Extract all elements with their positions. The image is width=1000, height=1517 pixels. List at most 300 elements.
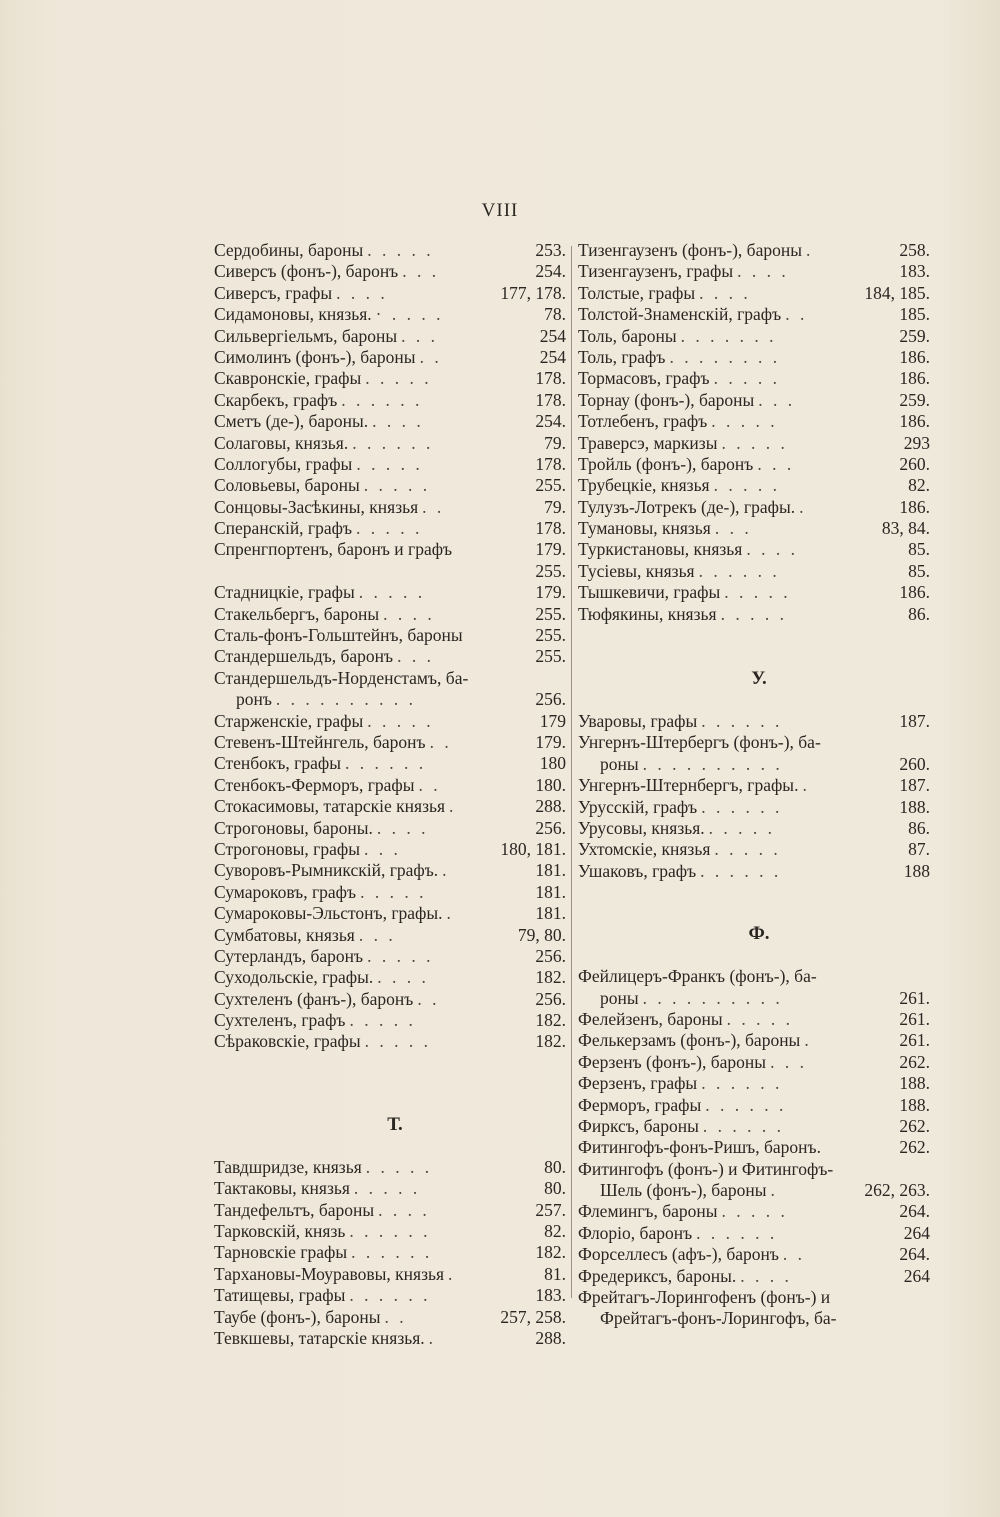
entry-pages: 262, 263. bbox=[864, 1180, 930, 1201]
entry-name: Сперанскій, графъ bbox=[214, 518, 353, 539]
entry-leader-dots: . . . . . bbox=[726, 1008, 793, 1029]
index-entry bbox=[214, 390, 566, 411]
entry-pages: 288. bbox=[535, 1327, 566, 1348]
entry-name: Старженскіе, графы bbox=[214, 710, 364, 731]
entry-name: Сумбатовы, князья bbox=[214, 924, 355, 945]
entry-leader-dots: . . bbox=[782, 1244, 806, 1265]
entry-name: Суворовъ-Рымникскій, графъ. bbox=[214, 860, 439, 881]
index-entry bbox=[578, 561, 930, 582]
entry-leader-dots: . . . bbox=[714, 518, 752, 539]
index-entry bbox=[214, 347, 566, 368]
index-entry bbox=[578, 839, 930, 860]
entry-pages: 293 bbox=[903, 432, 930, 453]
entry-leader-dots: . . . bbox=[363, 838, 401, 859]
entry-leader-dots: . . . bbox=[770, 1051, 807, 1072]
entry-pages: 86. bbox=[908, 817, 930, 838]
entry-pages: 178. bbox=[535, 518, 566, 539]
index-entry bbox=[578, 368, 930, 389]
entry-pages: 188 bbox=[903, 860, 930, 881]
entry-leader-dots: . . . . bbox=[376, 817, 429, 838]
entry-pages: 264 bbox=[903, 1222, 930, 1243]
entry-leader-dots: · . . . . bbox=[375, 304, 444, 325]
entry-pages: 178. bbox=[535, 453, 566, 474]
index-entry bbox=[214, 261, 566, 282]
entry-leader-dots: . . . . . . bbox=[351, 1242, 433, 1263]
entry-leader-dots: . . . . . bbox=[356, 518, 423, 539]
entry-pages: 179. bbox=[535, 539, 566, 560]
index-entry bbox=[578, 240, 930, 261]
index-entry bbox=[214, 454, 566, 475]
entry-leader-dots: . bbox=[804, 1030, 812, 1051]
entry-pages: 288. bbox=[535, 796, 566, 817]
entry-pages: 254. bbox=[535, 411, 566, 432]
entry-pages: 256. bbox=[535, 945, 566, 966]
index-entry bbox=[214, 561, 566, 582]
entry-pages: 82. bbox=[544, 1221, 566, 1242]
entry-name: Фитингофъ (фонъ-) и Фитингофъ- bbox=[578, 1158, 834, 1179]
entry-leader-dots: . . . bbox=[757, 453, 795, 474]
entry-name: Сиверсъ, графы bbox=[214, 282, 333, 303]
section-t-entries-left bbox=[214, 1157, 566, 1350]
entry-pages: 253. bbox=[535, 240, 566, 260]
entry-pages: 264 bbox=[903, 1265, 930, 1286]
entry-pages: 261. bbox=[899, 987, 930, 1008]
index-entry bbox=[214, 775, 566, 796]
entry-leader-dots: . . . . . . . . bbox=[669, 346, 781, 367]
entry-name: Трубецкіе, князья bbox=[578, 475, 710, 496]
index-entry bbox=[214, 283, 566, 304]
entry-pages: 85. bbox=[908, 539, 930, 560]
index-entry bbox=[578, 518, 930, 539]
index-entry bbox=[214, 1157, 566, 1178]
index-entry bbox=[214, 946, 566, 967]
entry-pages: 78. bbox=[544, 304, 566, 325]
section-u-entries bbox=[578, 711, 930, 882]
entry-name: Сердобины, бароны bbox=[214, 240, 364, 260]
entry-leader-dots: . . . . . . bbox=[696, 1222, 778, 1243]
index-entry bbox=[214, 433, 566, 454]
entry-leader-dots: . . . bbox=[402, 261, 440, 282]
index-entry bbox=[578, 1201, 930, 1222]
entry-name: Стенбокъ-Ферморъ, графы bbox=[214, 774, 415, 795]
index-entry bbox=[214, 1264, 566, 1285]
index-entry bbox=[214, 1307, 566, 1328]
entry-name: Фрейтагъ-фонъ-Лорингофъ, ба- bbox=[600, 1308, 837, 1329]
entry-pages: 262. bbox=[899, 1051, 930, 1072]
index-entry bbox=[578, 1052, 930, 1073]
entry-name: Стандершельдъ-Норденстамъ, ба- bbox=[214, 667, 469, 688]
entry-leader-dots: . . . bbox=[397, 646, 434, 667]
entry-pages: 186. bbox=[899, 496, 930, 517]
entry-pages: 262. bbox=[899, 1137, 930, 1158]
index-entry bbox=[214, 497, 566, 518]
index-entry bbox=[214, 539, 566, 560]
entry-pages: 182. bbox=[535, 1010, 566, 1031]
entry-name: Татищевы, графы bbox=[214, 1285, 346, 1306]
index-entry bbox=[214, 1221, 566, 1242]
entry-leader-dots: . . bbox=[422, 496, 445, 517]
entry-name: Толстые, графы bbox=[578, 282, 696, 303]
entry-pages: 188. bbox=[899, 1073, 930, 1094]
index-entry bbox=[578, 775, 930, 796]
entry-name: Уваровы, графы bbox=[578, 711, 698, 732]
index-entry bbox=[214, 860, 566, 881]
entry-pages: 261. bbox=[899, 1030, 930, 1051]
entry-leader-dots: . . bbox=[419, 346, 442, 367]
index-entry bbox=[214, 1010, 566, 1031]
index-entry bbox=[214, 1285, 566, 1306]
index-entry bbox=[214, 304, 566, 325]
entry-leader-dots: . bbox=[428, 1327, 437, 1348]
entry-leader-dots: . . . . . bbox=[721, 1201, 788, 1222]
entry-name: Стандершельдъ, баронъ bbox=[214, 646, 394, 667]
entry-leader-dots: . . . . . . bbox=[701, 711, 783, 732]
entry-name: Флемингъ, бароны bbox=[578, 1201, 718, 1222]
index-entry bbox=[578, 326, 930, 347]
entry-leader-dots: . bbox=[805, 240, 814, 260]
entry-pages: 178. bbox=[535, 368, 566, 389]
entry-name: Суходольскіе, графы. bbox=[214, 967, 374, 988]
index-entry bbox=[214, 326, 566, 347]
entry-name: Сутерландъ, баронъ bbox=[214, 945, 364, 966]
entry-name: Стадницкіе, графы bbox=[214, 582, 355, 603]
index-entry bbox=[578, 1009, 930, 1030]
index-entry bbox=[578, 411, 930, 432]
entry-pages: 181. bbox=[535, 860, 566, 881]
entry-leader-dots: . . bbox=[785, 304, 808, 325]
section-t-entries-right bbox=[578, 240, 930, 625]
entry-pages: 83, 84. bbox=[881, 518, 930, 539]
index-entry bbox=[578, 390, 930, 411]
index-entry bbox=[214, 411, 566, 432]
entry-name: Скарбекъ, графъ bbox=[214, 389, 338, 410]
entry-leader-dots: . . . . . bbox=[365, 1156, 433, 1177]
entry-name: Унгернъ-Штербергъ (фонъ-), ба- bbox=[578, 732, 821, 753]
entry-pages: 81. bbox=[544, 1263, 566, 1284]
entry-leader-dots: . . . . . . bbox=[349, 1285, 431, 1306]
index-entry bbox=[578, 1308, 930, 1329]
entry-name: Фелейзенъ, бароны bbox=[578, 1008, 723, 1029]
entry-leader-dots: . . . bbox=[401, 325, 438, 346]
entry-pages: 186. bbox=[899, 582, 930, 603]
entry-name: Тактаковы, князья bbox=[214, 1178, 350, 1199]
entry-leader-dots: . . . . . bbox=[363, 475, 431, 496]
section-heading-f: Ф. bbox=[748, 923, 770, 945]
entry-leader-dots: . . . . . . . . . . bbox=[275, 689, 417, 710]
right-column bbox=[578, 240, 930, 1330]
entry-leader-dots: . . . . . bbox=[713, 368, 780, 389]
entry-name: Соловьевы, бароны bbox=[214, 475, 360, 496]
entry-leader-dots: . . . . . . bbox=[349, 1221, 431, 1242]
entry-leader-dots: . bbox=[770, 1180, 778, 1201]
entry-name: Сидамоновы, князья. bbox=[214, 304, 372, 325]
entry-name: Флоріо, баронъ bbox=[578, 1222, 693, 1243]
entry-name: Тройль (фонъ-), баронъ bbox=[578, 453, 754, 474]
entry-name: Стенбокъ, графы bbox=[214, 753, 341, 774]
index-entry bbox=[214, 732, 566, 753]
entry-pages: 188. bbox=[899, 796, 930, 817]
entry-name: Фитингофъ-фонъ-Ришъ, баронъ. bbox=[578, 1137, 821, 1158]
entry-pages: 177, 178. bbox=[500, 282, 566, 303]
index-entry bbox=[578, 732, 930, 753]
section-heading-u: У. bbox=[751, 668, 767, 690]
entry-leader-dots: . bbox=[802, 775, 810, 796]
section-heading-t: Т. bbox=[387, 1113, 403, 1135]
index-entry bbox=[578, 966, 930, 987]
entry-pages: 187. bbox=[899, 775, 930, 796]
entry-name: Толстой-Знаменскій, графъ bbox=[578, 304, 782, 325]
index-entry bbox=[214, 818, 566, 839]
entry-leader-dots: . . . . . bbox=[365, 368, 432, 389]
entry-name: Урусовы, князья. bbox=[578, 817, 705, 838]
entry-leader-dots: . . . . bbox=[737, 261, 789, 282]
entry-pages: 181. bbox=[535, 903, 566, 924]
entry-pages: 255. bbox=[535, 560, 566, 581]
index-entry bbox=[578, 1159, 930, 1180]
entry-leader-dots: . . . . bbox=[383, 603, 435, 624]
index-entry bbox=[578, 1287, 930, 1308]
entry-name: Урусскій, графъ bbox=[578, 796, 698, 817]
entry-name: Таубе (фонъ-), бароны bbox=[214, 1306, 381, 1327]
index-entry bbox=[578, 1095, 930, 1116]
entry-name: Сѣраковскіе, графы bbox=[214, 1031, 361, 1052]
entry-leader-dots: . . . . . bbox=[367, 945, 434, 966]
entry-leader-dots: . . . . . . . . . . bbox=[642, 753, 783, 774]
index-entry bbox=[214, 753, 566, 774]
index-entry bbox=[578, 1030, 930, 1051]
entry-pages: 255. bbox=[535, 625, 566, 646]
entry-name: ронъ bbox=[236, 689, 272, 710]
entry-pages: 256. bbox=[535, 988, 566, 1009]
index-entry bbox=[578, 433, 930, 454]
entry-leader-dots: . . . . . . bbox=[701, 1073, 783, 1094]
index-entry bbox=[578, 797, 930, 818]
entry-leader-dots: . . . . bbox=[740, 1265, 792, 1286]
entry-pages: 186. bbox=[899, 368, 930, 389]
entry-name: Стакельбергъ, бароны bbox=[214, 603, 380, 624]
entry-name: Тизенгаузенъ, графы bbox=[578, 261, 734, 282]
entry-leader-dots: . . . . . . bbox=[702, 1115, 784, 1136]
entry-pages: 179. bbox=[535, 731, 566, 752]
entry-name: Тюфякины, князья bbox=[578, 603, 717, 624]
entry-leader-dots: . . bbox=[429, 731, 452, 752]
entry-pages: 186. bbox=[899, 346, 930, 367]
entry-leader-dots: . . . . bbox=[377, 967, 429, 988]
entry-pages: 254 bbox=[539, 346, 566, 367]
entry-name: Тусіевы, князья bbox=[578, 560, 695, 581]
entry-pages: 257. bbox=[535, 1199, 566, 1220]
index-entry bbox=[214, 882, 566, 903]
entry-leader-dots: . . . . bbox=[378, 1199, 430, 1220]
entry-pages: 182. bbox=[535, 1031, 566, 1052]
index-entry bbox=[578, 1137, 930, 1158]
entry-name: Симолинъ (фонъ-), бароны bbox=[214, 346, 416, 367]
section-f-entries bbox=[578, 966, 930, 1330]
entry-pages: 180. bbox=[535, 774, 566, 795]
entry-pages: 186. bbox=[899, 411, 930, 432]
entry-leader-dots: . . . . . bbox=[367, 240, 434, 260]
entry-pages: 254. bbox=[535, 261, 566, 282]
entry-name: Тандефельтъ, бароны bbox=[214, 1199, 375, 1220]
index-entry bbox=[214, 1200, 566, 1221]
entry-name: Толь, графъ bbox=[578, 346, 666, 367]
entry-name: Строгоновы, бароны. bbox=[214, 817, 373, 838]
index-entry bbox=[578, 861, 930, 882]
index-entry bbox=[578, 818, 930, 839]
entry-pages: 179. bbox=[535, 582, 566, 603]
entry-pages: 183. bbox=[899, 261, 930, 282]
index-entry bbox=[578, 497, 930, 518]
entry-name: Сильвергіельмъ, бароны bbox=[214, 325, 398, 346]
entry-pages: 79, 80. bbox=[517, 924, 566, 945]
entry-pages: 87. bbox=[908, 839, 930, 860]
entry-leader-dots: . bbox=[448, 1263, 456, 1284]
entry-leader-dots: . . . . . bbox=[356, 453, 423, 474]
entry-leader-dots: . . . . . bbox=[349, 1010, 416, 1031]
entry-leader-dots: . . . . . bbox=[708, 817, 776, 838]
index-entry bbox=[214, 1328, 566, 1349]
entry-pages: 264. bbox=[899, 1244, 930, 1265]
entry-name: Фелькерзамъ (фонъ-), бароны bbox=[578, 1030, 801, 1051]
entry-leader-dots: . . . . . bbox=[364, 1031, 432, 1052]
entry-name: Стевенъ-Штейнгель, баронъ bbox=[214, 731, 426, 752]
entry-pages: 182. bbox=[535, 1242, 566, 1263]
entry-pages: 183. bbox=[535, 1285, 566, 1306]
index-entry bbox=[214, 1031, 566, 1052]
entry-name: Тевкшевы, татарскіе князья. bbox=[214, 1327, 425, 1348]
entry-leader-dots: . . . . . bbox=[714, 839, 781, 860]
entry-leader-dots: . bbox=[799, 496, 807, 517]
entry-pages: 178. bbox=[535, 389, 566, 410]
entry-leader-dots: . . . . bbox=[746, 539, 798, 560]
entry-name: Фредериксъ, бароны. bbox=[578, 1265, 737, 1286]
entry-leader-dots: . . . . . bbox=[720, 603, 787, 624]
entry-pages: 82. bbox=[908, 475, 930, 496]
entry-pages: 259. bbox=[899, 389, 930, 410]
index-entry bbox=[214, 668, 566, 689]
entry-pages: 188. bbox=[899, 1094, 930, 1115]
entry-pages: 181. bbox=[535, 881, 566, 902]
entry-name: роны bbox=[600, 987, 639, 1008]
entry-name: Фрейтагъ-Лорингофенъ (фонъ-) и bbox=[578, 1287, 831, 1308]
entry-pages: 185. bbox=[899, 304, 930, 325]
column-divider bbox=[571, 246, 572, 1298]
entry-name: Стокасимовы, татарскіе князья bbox=[214, 796, 446, 817]
entry-leader-dots: . . . . . bbox=[360, 881, 427, 902]
index-entry bbox=[578, 475, 930, 496]
entry-pages: 264. bbox=[899, 1201, 930, 1222]
entry-name: Тарновскіе графы bbox=[214, 1242, 348, 1263]
index-entry bbox=[578, 283, 930, 304]
index-entry bbox=[578, 1223, 930, 1244]
entry-pages: 85. bbox=[908, 560, 930, 581]
index-entry bbox=[214, 646, 566, 667]
entry-leader-dots: . . . . . bbox=[724, 582, 791, 603]
index-entry bbox=[214, 839, 566, 860]
entry-pages: 261. bbox=[899, 1008, 930, 1029]
entry-name: Тулузъ-Лотрекъ (де-), графы. bbox=[578, 496, 796, 517]
entry-leader-dots: . . . . . . . bbox=[680, 325, 777, 346]
entry-name: Толь, бароны bbox=[578, 325, 677, 346]
entry-leader-dots: . . . . . bbox=[353, 1178, 421, 1199]
entry-pages: 79. bbox=[544, 432, 566, 453]
index-entry bbox=[578, 261, 930, 282]
index-entry bbox=[578, 1073, 930, 1094]
index-entry bbox=[578, 582, 930, 603]
entry-name: Скавронскіе, графы bbox=[214, 368, 362, 389]
index-entry bbox=[578, 604, 930, 625]
entry-leader-dots: . . . . . . bbox=[700, 860, 782, 881]
entry-pages: 80. bbox=[544, 1156, 566, 1177]
entry-name: Тарковскій, князь bbox=[214, 1221, 346, 1242]
entry-name: Туркистановы, князья bbox=[578, 539, 743, 560]
entry-name: Ферзенъ (фонъ-), бароны bbox=[578, 1051, 767, 1072]
entry-name: Сметъ (де-), бароны. bbox=[214, 411, 369, 432]
index-entry bbox=[214, 518, 566, 539]
index-entry bbox=[214, 925, 566, 946]
entry-leader-dots: . . . . . . bbox=[705, 1094, 787, 1115]
entry-leader-dots: . . . . . . bbox=[352, 432, 434, 453]
entry-leader-dots: . . . . . . bbox=[344, 753, 427, 774]
entry-name: Шель (фонъ-), бароны bbox=[600, 1180, 767, 1201]
entry-leader-dots: . . . . . . bbox=[698, 560, 780, 581]
entry-name: Солаговы, князья. bbox=[214, 432, 349, 453]
entry-pages: 80. bbox=[544, 1178, 566, 1199]
entry-pages: 262. bbox=[899, 1115, 930, 1136]
index-entry bbox=[578, 754, 930, 775]
entry-name: роны bbox=[600, 753, 639, 774]
entry-name: Сумароковъ, графъ bbox=[214, 881, 357, 902]
entry-leader-dots: . . bbox=[417, 988, 440, 1009]
index-entry bbox=[214, 689, 566, 710]
index-entry bbox=[578, 711, 930, 732]
entry-pages: 79. bbox=[544, 496, 566, 517]
index-entry bbox=[578, 539, 930, 560]
entry-name: Строгоновы, графы bbox=[214, 838, 360, 859]
entry-pages: 187. bbox=[899, 711, 930, 732]
entry-leader-dots: . bbox=[442, 860, 450, 881]
entry-leader-dots: . . . . . bbox=[358, 582, 426, 603]
entry-pages: 184, 185. bbox=[864, 282, 930, 303]
entry-name: Унгернъ-Штернбергъ, графы. bbox=[578, 775, 799, 796]
index-entry bbox=[578, 1116, 930, 1137]
index-entry bbox=[214, 582, 566, 603]
entry-pages: 258. bbox=[899, 240, 930, 260]
entry-name: Сухтеленъ (фанъ-), баронъ bbox=[214, 988, 414, 1009]
entry-name: Ухтомскіе, князья bbox=[578, 839, 711, 860]
entry-leader-dots: . . . . . bbox=[721, 432, 788, 453]
index-entry bbox=[214, 1178, 566, 1199]
index-entry bbox=[578, 1180, 930, 1201]
entry-name: Сиверсъ (фонъ-), баронъ bbox=[214, 261, 399, 282]
entry-leader-dots: . . . . . bbox=[713, 475, 780, 496]
entry-name: Траверсэ, маркизы bbox=[578, 432, 718, 453]
entry-pages: 254 bbox=[539, 325, 566, 346]
entry-leader-dots: . . . . . . bbox=[341, 389, 423, 410]
index-entry bbox=[214, 240, 566, 261]
entry-pages: 255. bbox=[535, 646, 566, 667]
entry-name: Фейлицеръ-Франкъ (фонъ-), ба- bbox=[578, 966, 817, 987]
index-entry bbox=[214, 1242, 566, 1263]
index-entry bbox=[214, 967, 566, 988]
entry-pages: 182. bbox=[535, 967, 566, 988]
index-entry bbox=[578, 1244, 930, 1265]
entry-leader-dots: . . . . bbox=[372, 411, 424, 432]
entry-name: Сумароковы-Эльстонъ, графы. bbox=[214, 903, 443, 924]
entry-pages: 180 bbox=[539, 753, 566, 774]
entry-name: Тизенгаузенъ (фонъ-), бароны bbox=[578, 240, 802, 260]
section-s-entries bbox=[214, 240, 566, 1053]
